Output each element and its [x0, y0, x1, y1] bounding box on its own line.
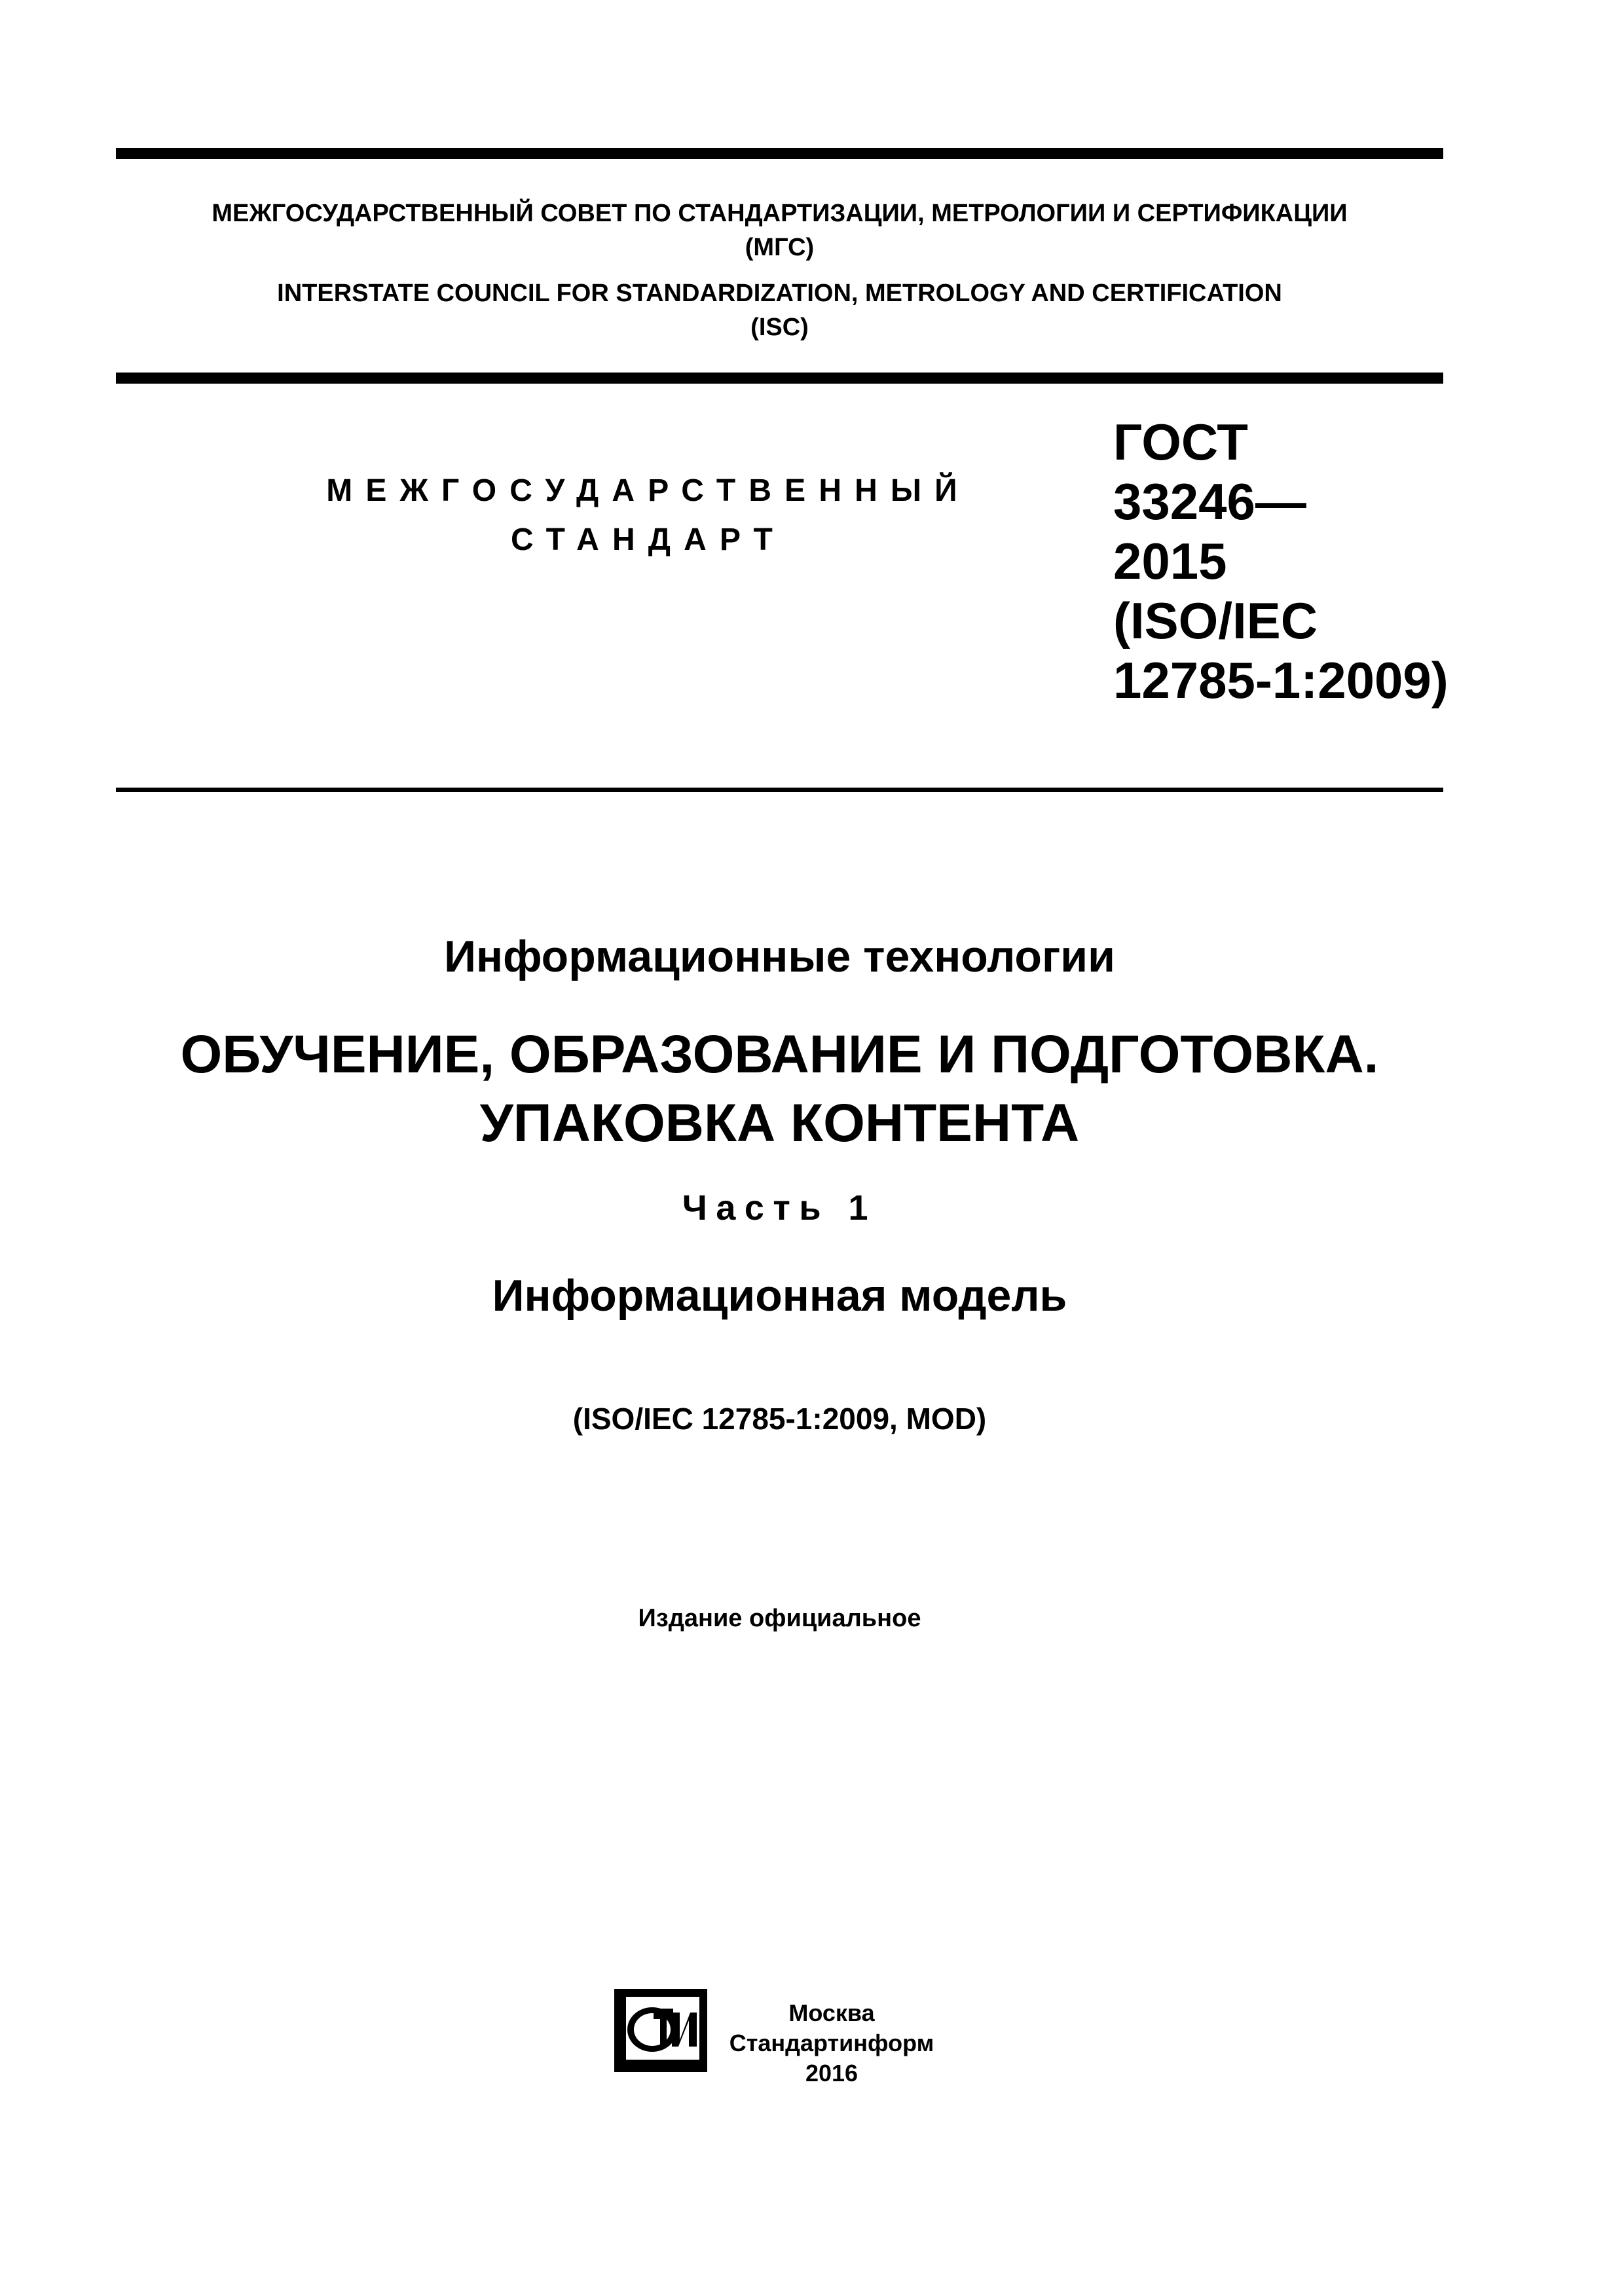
- imprint-city: Москва: [788, 1999, 875, 2026]
- designation-line1: ГОСТ: [1113, 413, 1248, 471]
- standartinform-logo-icon: [614, 1989, 707, 2072]
- council-ru: МЕЖГОСУДАРСТВЕННЫЙ СОВЕТ ПО СТАНДАРТИЗАЦИИ, МЕТРОЛОГИИ И СЕРТИФИКАЦИИ: [212, 200, 1348, 227]
- reference-standard: (ISO/IEC 12785-1:2009, MOD): [572, 1402, 987, 1436]
- designation-line3: 2015: [1113, 532, 1227, 590]
- subject-title: Информационные технологии: [444, 932, 1115, 981]
- council-en: INTERSTATE COUNCIL FOR STANDARDIZATION, METROLOGY AND CERTIFICATION: [277, 280, 1282, 307]
- designation-rule: [116, 788, 1443, 792]
- imprint-year: 2016: [805, 2060, 858, 2086]
- imprint-publisher: Стандартинформ: [729, 2030, 934, 2056]
- part-label: Часть 1: [682, 1188, 877, 1228]
- designation-line2: 33246—: [1113, 473, 1306, 530]
- standard-type-line2: СТАНДАРТ: [511, 522, 786, 557]
- edition-note: Издание официальное: [638, 1605, 921, 1632]
- designation-line5: 12785-1:2009): [1113, 651, 1449, 709]
- council-en-abbr: (ISC): [750, 314, 809, 341]
- designation-line4: (ISO/IEC: [1113, 592, 1318, 649]
- council-ru-abbr: (МГС): [745, 234, 815, 261]
- standard-designation: [1113, 412, 1454, 710]
- main-title-line2: УПАКОВКА КОНТЕНТА: [479, 1093, 1080, 1153]
- header-rule: [116, 373, 1443, 384]
- standard-type-line1: МЕЖГОСУДАРСТВЕННЫЙ: [326, 473, 970, 508]
- top-rule: [116, 148, 1443, 159]
- main-title-line1: ОБУЧЕНИЕ, ОБРАЗОВАНИЕ И ПОДГОТОВКА.: [180, 1025, 1379, 1084]
- part-title: Информационная модель: [492, 1271, 1067, 1321]
